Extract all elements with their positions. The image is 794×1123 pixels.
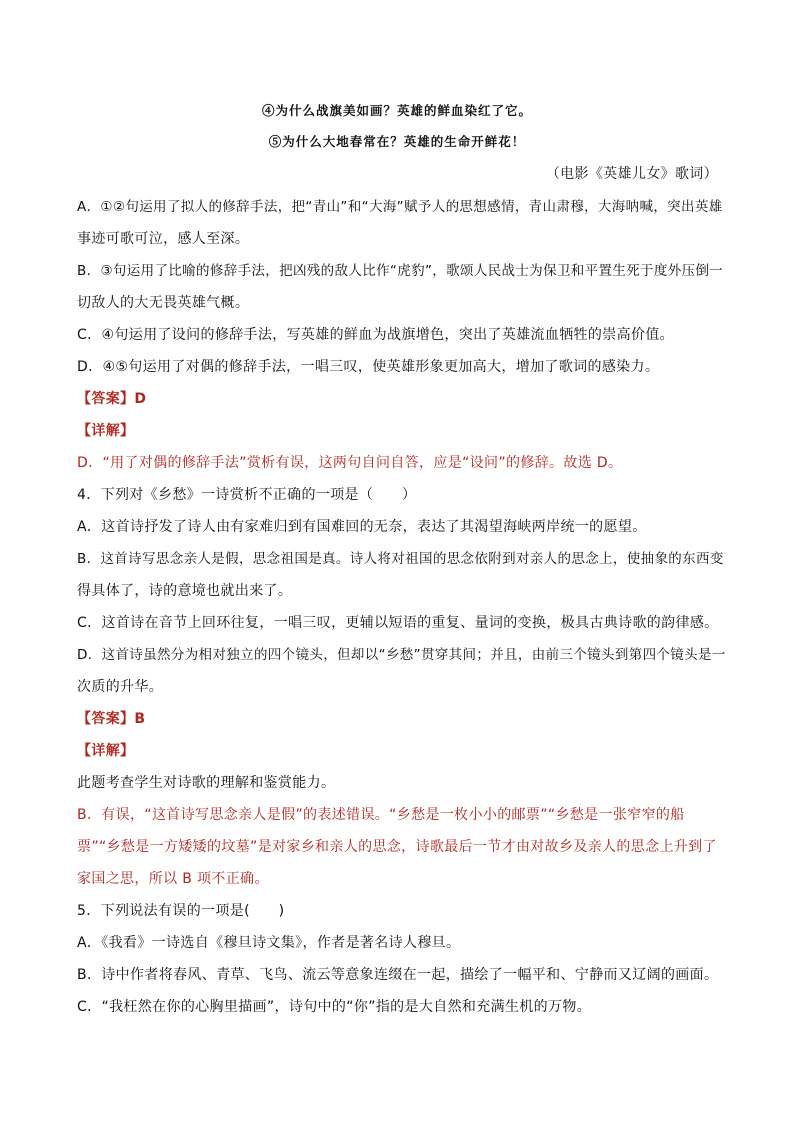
q3-answer-label: 【答案】 [77, 391, 135, 407]
q4-option-d-line-2: 次质的升华。 [77, 679, 164, 695]
q3-detail-text: D．“用了对偶的修辞手法”赏析有误，这两句自问自答，应是“设问”的修辞。故选 D。 [77, 455, 623, 471]
q3-answer-value: D [134, 391, 147, 407]
q5-option-b: B．诗中作者将春风、青草、飞鸟、流云等意象连缀在一起，描绘了一幅平和、宁静而又辽阔的画面。 [77, 967, 719, 983]
q4-answer [77, 709, 727, 729]
q4-answer-label: 【答案】 [77, 711, 135, 727]
q4-option-c: C．这首诗在音节上回环往复，一唱三叹，更辅以短语的重复、量词的变换，极具古典诗歌的韵律感。 [77, 615, 719, 631]
q4-option-d-line-1: D．这首诗虽然分为相对独立的四个镜头，但却以“乡愁”贯穿其间；并且，由前三个镜头到第四个镜头是一 [77, 647, 726, 663]
q4-detail-line-3: 家国之思，所以 B 项不正确。 [77, 871, 269, 887]
q4-detail-intro: 此题考查学生对诗歌的理解和鉴赏能力。 [77, 775, 336, 791]
q3-option-b-line-1: B．③句运用了比喻的修辞手法，把凶残的敌人比作“虎豹”，歌颂人民战士为保卫和平置生死于度外压倒一 [77, 263, 724, 279]
q4-answer-value: B [134, 711, 146, 727]
q3-option-b-line-2: 切敌人的大无畏英雄气概。 [77, 295, 250, 311]
poem-source: （电影《英雄儿女》歌词） [545, 166, 718, 182]
q3-answer [77, 389, 727, 409]
q5-option-c: C．“我枉然在你的心胸里描画”，诗句中的“你”指的是大自然和充满生机的万物。 [77, 999, 592, 1015]
q4-stem: 4．下列对《乡愁》一诗赏析不正确的一项是（ ） [77, 487, 417, 503]
q3-option-d: D．④⑤句运用了对偶的修辞手法，一唱三叹，使英雄形象更加高大，增加了歌词的感染力。 [77, 359, 660, 375]
q4-detail-line-2: 票”“乡愁是一方矮矮的坟墓”是对家乡和亲人的思念，诗歌最后一节才由对故乡及亲人的思念上升到了 [77, 839, 717, 855]
q3-option-a-line-1: A．①②句运用了拟人的修辞手法，把“青山”和“大海”赋予人的思想感情，青山肃穆，大海呐喊，突出英雄 [77, 199, 723, 215]
poem-line-4: ④为什么战旗美如画？英雄的鲜血染红了它。 [261, 103, 532, 118]
poem-line-5: ⑤为什么大地春常在？英雄的生命开鲜花！ [268, 134, 526, 149]
q4-option-a: A．这首诗抒发了诗人由有家难归到有国难回的无奈，表达了其渴望海峡两岸统一的愿望。 [77, 519, 647, 535]
q4-option-b-line-2: 得具体了，诗的意境也就出来了。 [77, 583, 293, 599]
q4-detail-line-1: B．有误，“这首诗写思念亲人是假”的表述错误。“乡愁是一枚小小的邮票”“乡愁是一张窄窄的船 [77, 807, 685, 823]
q3-detail-label: 【详解】 [77, 423, 135, 439]
q4-option-b-line-1: B．这首诗写思念亲人是假，思念祖国是真。诗人将对祖国的思念依附到对亲人的思念上，使抽象的东西变 [77, 551, 724, 567]
q4-detail-label: 【详解】 [77, 743, 135, 759]
q3-option-a-line-2: 事迹可歌可泣，感人至深。 [77, 231, 250, 247]
q5-option-a: A．《我看》一诗选自《穆旦诗文集》，作者是著名诗人穆旦。 [77, 935, 461, 951]
q5-stem: 5．下列说法有误的一项是( ) [77, 903, 285, 919]
q3-option-c: C．④句运用了设问的修辞手法，写英雄的鲜血为战旗增色，突出了英雄流血牺牲的崇高价值。 [77, 327, 675, 343]
